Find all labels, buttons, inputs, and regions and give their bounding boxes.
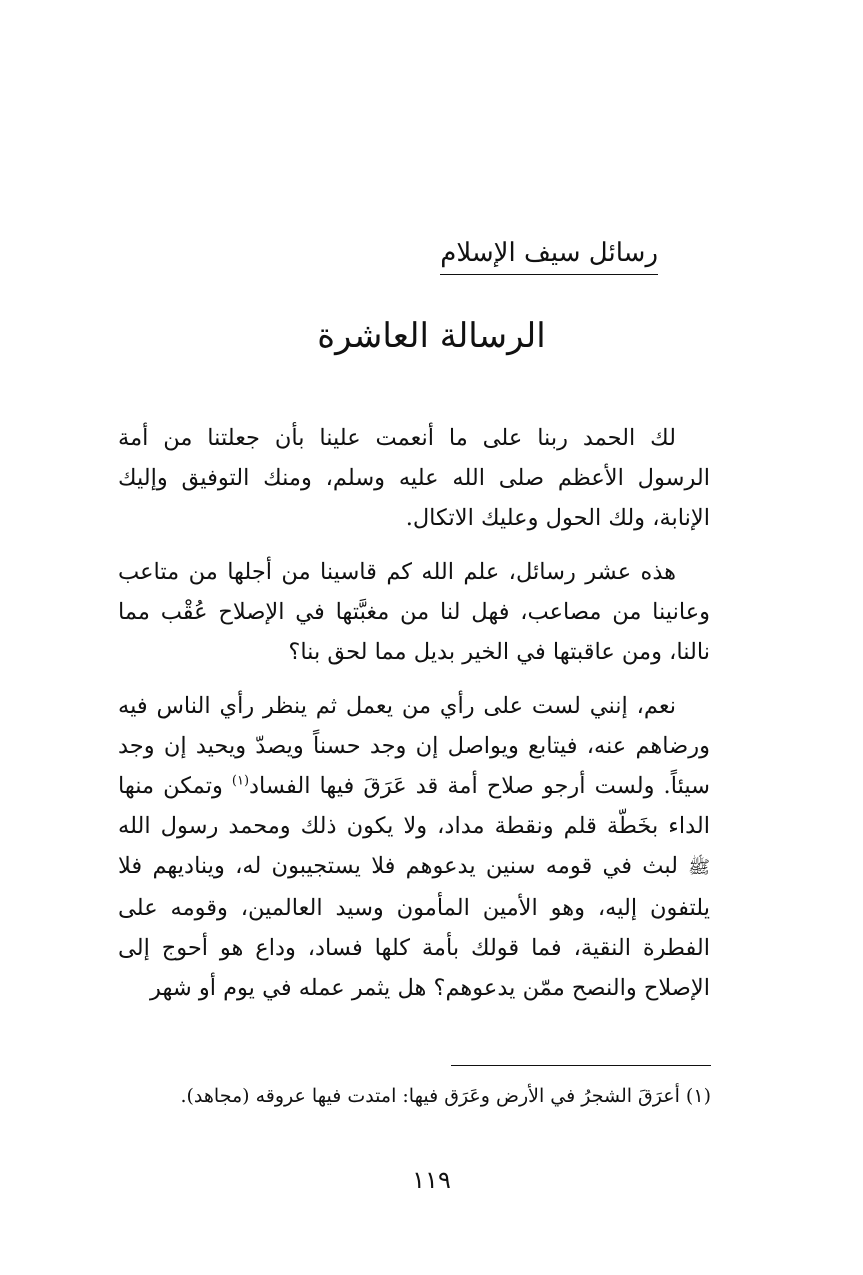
paragraph-3	[118, 686, 710, 1008]
page-number: ١١٩	[412, 1166, 451, 1194]
paragraph-2: هذه عشر رسائل، علم الله كم قاسينا من أجلها من متاعب وعانينا من مصاعب، فهل لنا من مغبَّتها في الإصلاح عُقْب مما نالنا، ومن عاقبتها في الخير بديل مما لحق بنا؟	[118, 559, 710, 665]
salawat-glyph: ﷺ	[688, 857, 710, 878]
body-text	[118, 418, 710, 1022]
footnote-separator	[451, 1065, 711, 1066]
footnote: (١) أعرَقَ الشجرُ في الأرض وعَرَق فيها: امتدت فيها عروقه (مجاهد).	[180, 1085, 711, 1107]
chapter-title: الرسالة العاشرة	[317, 316, 546, 356]
running-header: رسائل سيف الإسلام	[440, 236, 658, 275]
paragraph-3-part-3: لبث في قومه سنين يدعوهم فلا يستجيبون له، ويناديهم فلا يلتفون إليه، وهو الأمين المأمون وسيد العالمين، وقومه على الفطرة النقية، فما قولك بأمة كلها فساد، وداع هو أحوج إلى الإصلاح والنصح ممّن يدعوهم؟ هل يثمر عمله في يوم أو شهر	[118, 853, 710, 1001]
paragraph-1: لك الحمد ربنا على ما أنعمت علينا بأن جعلتنا من أمة الرسول الأعظم صلى الله عليه وسلم، ومنك التوفيق وإليك الإنابة، ولك الحول وعليك الاتكال.	[118, 425, 710, 531]
paragraph-3-part-2: وتمكن منها الداء بخَطّة قلم ونقطة مداد، ولا يكون ذلك ومحمد رسول الله	[118, 773, 710, 839]
paragraph-3-part-1: نعم، إنني لست على رأي من يعمل ثم ينظر رأي الناس فيه ورضاهم عنه، فيتابع ويواصل إن وجد حسناً ويصدّ ويحيد إن وجد سيئاً. ولست أرجو صلاح أمة قد عَرَقَ فيها الفساد	[118, 693, 711, 799]
footnote-reference[interactable]: (١)	[231, 773, 250, 789]
